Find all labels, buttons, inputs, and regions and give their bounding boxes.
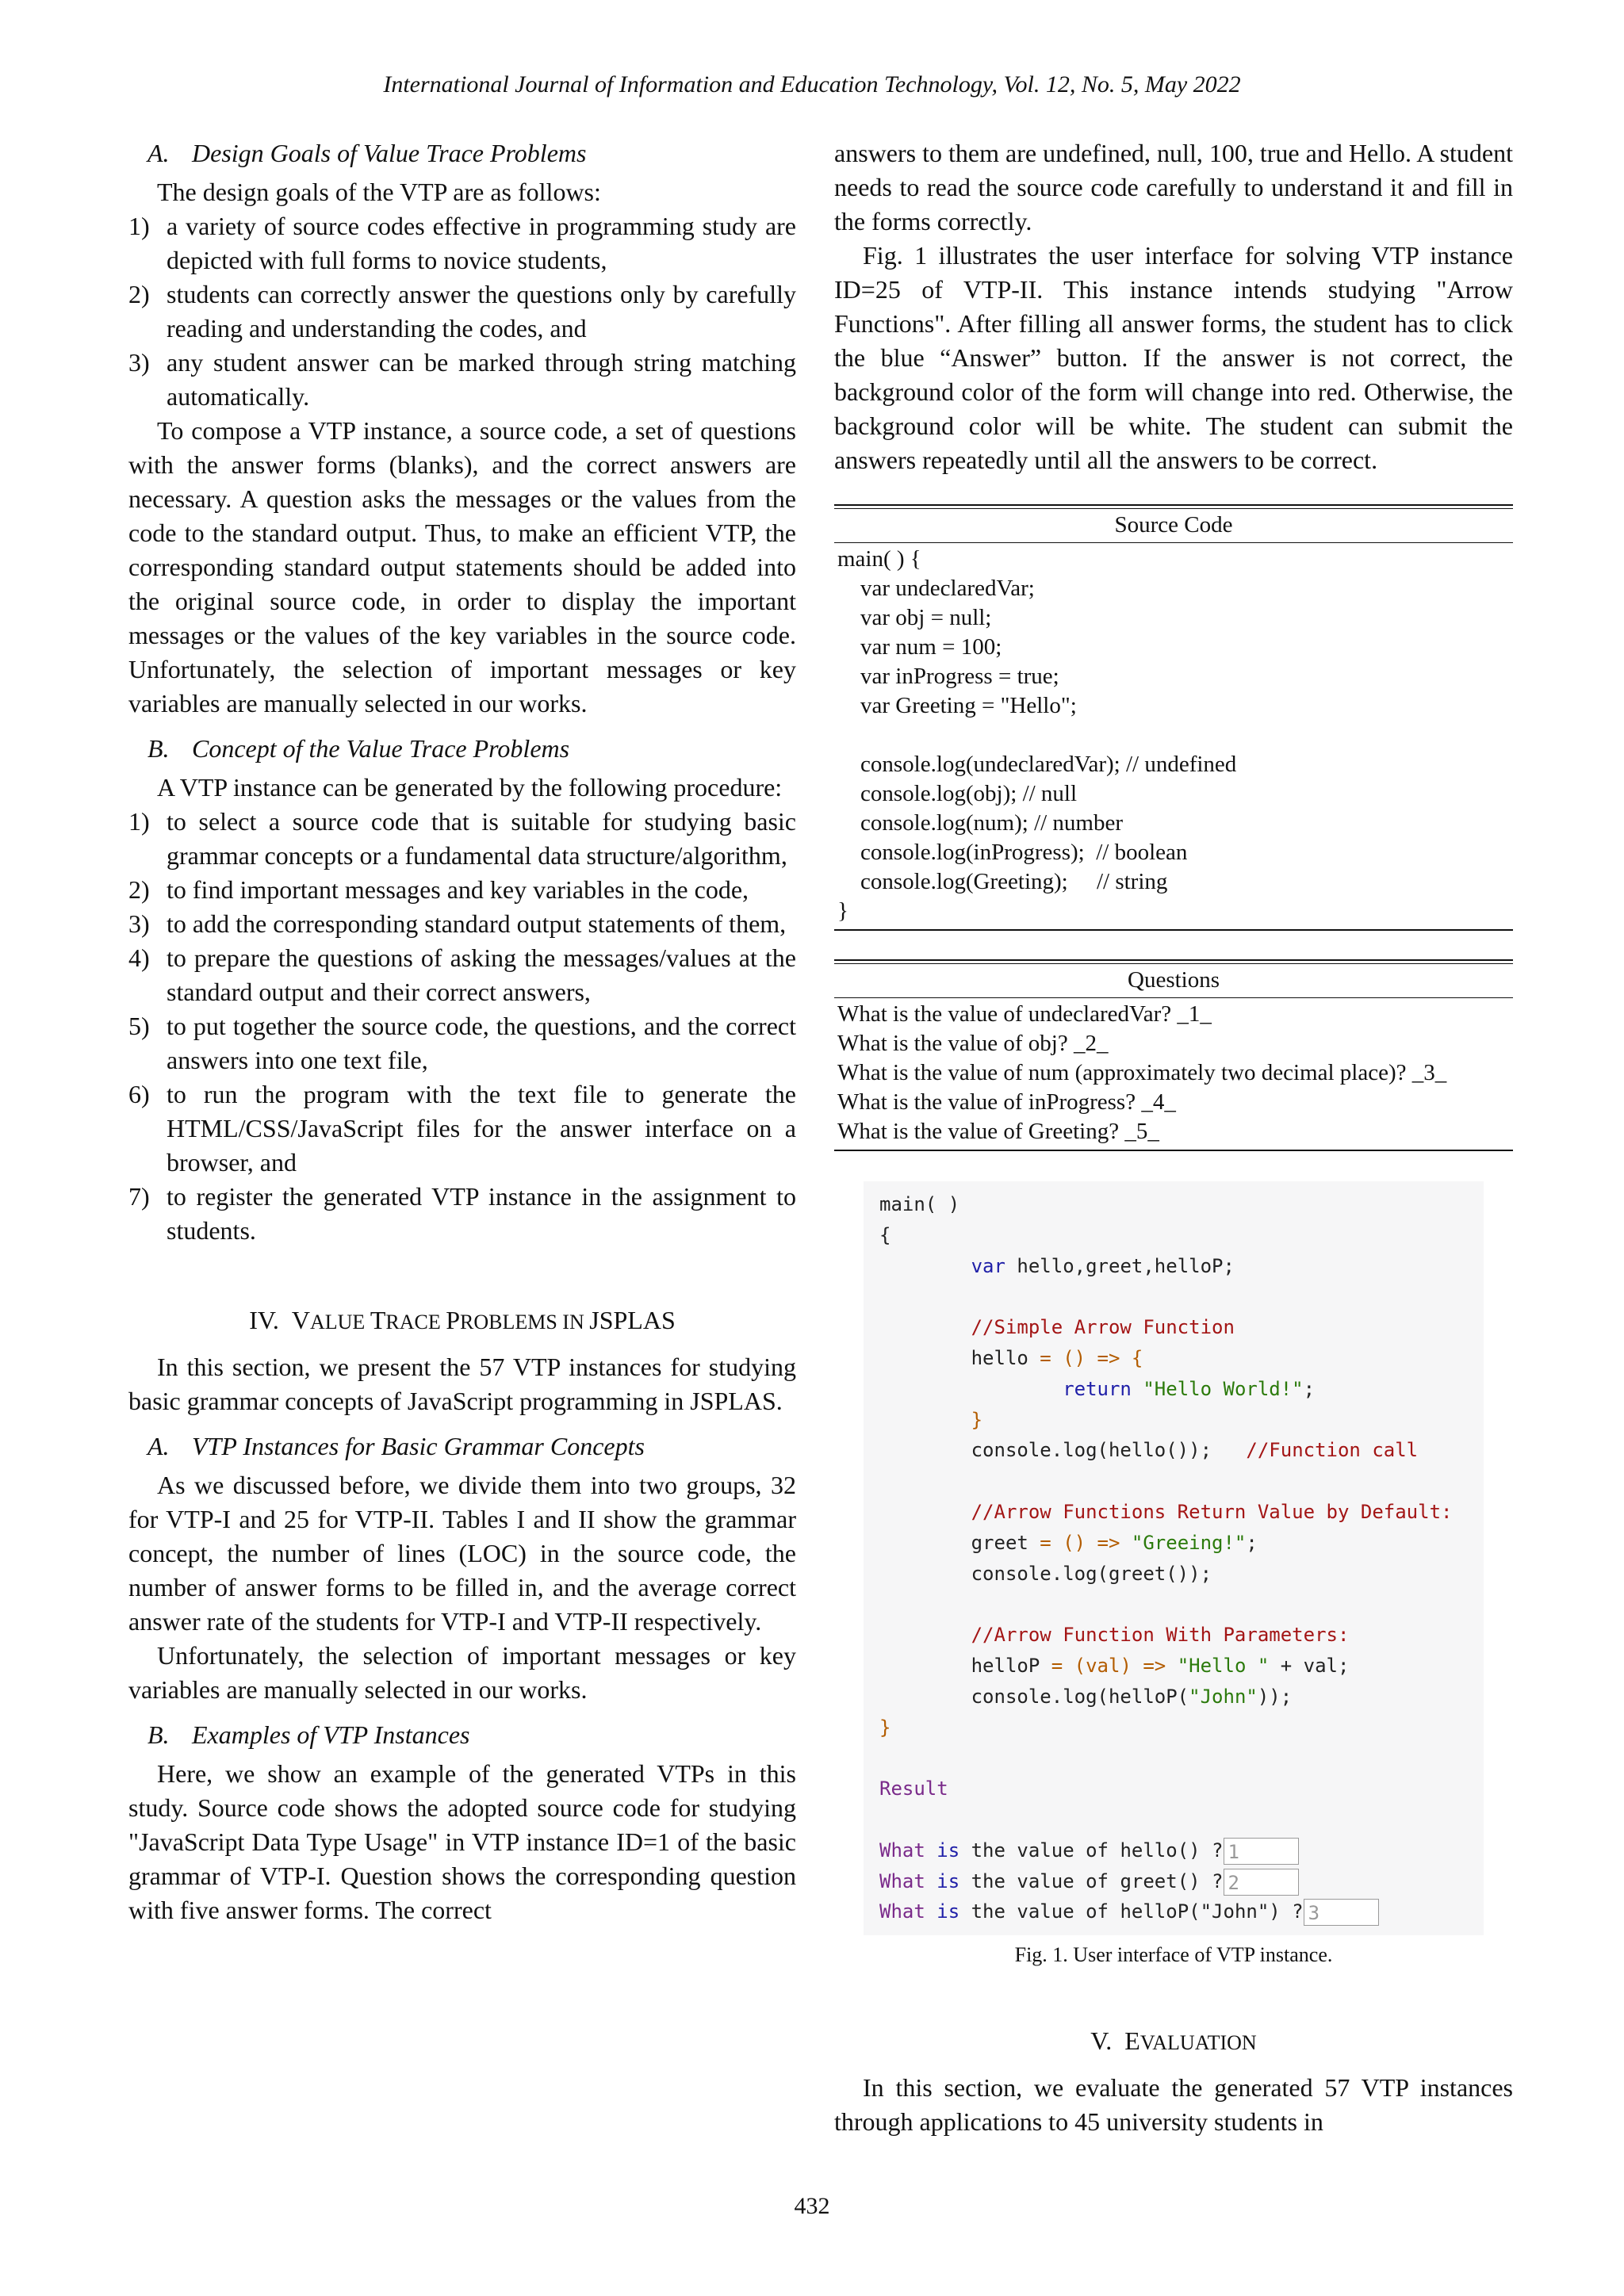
questions-table [834, 959, 1513, 1151]
list-item: 4) to prepare the questions of asking the messages/values at the standard output and their correct answers, [128, 943, 796, 1006]
code-line: console.log(Greeting); // string [837, 869, 1168, 894]
code-line: var obj = null; [837, 605, 992, 630]
section-v-heading: V. EVALUATION [1090, 2026, 1257, 2056]
list-item: 3) any student answer can be marked through string matching automatically. [128, 348, 796, 411]
list-item: 2) students can correctly answer the questions only by carefully reading and understanding the codes, and [128, 280, 796, 342]
code-line: var Greeting = "Hello"; [837, 693, 1077, 718]
section-iv-heading: IV. VALUE TRACE PROBLEMS IN JSPLAS [249, 1306, 676, 1334]
code-line: console.log(hello()); //Function call [971, 1439, 1419, 1462]
code-line: helloP = (val) => "Hello " + val; [971, 1654, 1350, 1677]
question-row: What is the value of undeclaredVar? _1_ [837, 1001, 1212, 1027]
questions-body [834, 998, 1513, 1150]
right-column [834, 136, 1513, 2139]
question-row: What is the value of obj? _2_ [837, 1031, 1109, 1056]
question-row: What is the value of inProgress? _4_ [837, 1089, 1176, 1115]
answer-input-1[interactable]: 1 [1224, 1838, 1299, 1865]
code-line: main( ) [879, 1193, 960, 1215]
blank-line [879, 1589, 1473, 1620]
list-item: 1) to select a source code that is suitable for studying basic grammar concepts or a fundamental data structure/algorithm, [128, 807, 796, 870]
running-head: International Journal of Information and Education Technology, Vol. 12, No. 5, May 2022 [383, 71, 1241, 98]
right-paragraph-2: Fig. 1 illustrates the user interface for solving VTP instance ID=25 of VTP-II. This instance intends studying "Arrow Functions". After filling all answer forms, the student has to click the blue “Answer” button. If the answer is not correct, the background color of the form will change into red. Otherwise, the background color will be white. The student can submit the answers repeatedly until all the answers to be correct. [834, 241, 1513, 474]
source-code-header: Source Code [834, 508, 1513, 543]
answer-row: What is the value of helloP("John") ? 3 [879, 1896, 1473, 1927]
list-item: 3) to add the corresponding standard output statements of them, [128, 909, 787, 938]
list-item: 5) to put together the source code, the questions, and the correct answers into one text file, [128, 1012, 796, 1074]
list-item: 1) a variety of source codes effective in programming study are depicted with full forms to novice students, [128, 212, 796, 274]
design-goals-list [128, 209, 796, 414]
section-a-paragraph: To compose a VTP instance, a source code, a set of questions with the answer forms (blanks), and the correct answers are necessary. A question asks the messages or the values from the code to the standard output. Thus, to make an efficient VTP, the corresponding standard output statements should be added into the original source code, in order to display the important messages or the values of the key variables in the source code. Unfortunately, the selection of important messages or key variables are manually selected in our works. [128, 416, 796, 718]
section-v-paragraph: In this section, we evaluate the generated 57 VTP instances through applications to 45 university students in [834, 2073, 1513, 2137]
figure-caption: Fig. 1. User interface of VTP instance. [1014, 1943, 1333, 1967]
blank-line [879, 1466, 1473, 1497]
answer-row: What is the value of hello() ? 1 [879, 1835, 1473, 1866]
section-iv-b-paragraph: Here, we show an example of the generated VTPs in this study. Source code shows the adopted source code for studying "JavaScript Data Type Usage" in VTP instance ID=1 of the basic grammar of VTP-I. Question shows the corresponding question with five answer forms. The correct [128, 1759, 796, 1924]
question-row: What is the value of num (approximately two decimal place)? _3_ [837, 1060, 1447, 1085]
section-iv-paragraph: In this section, we present the 57 VTP instances for studying basic grammar concepts of JavaScript programming in JSPLAS. [128, 1353, 796, 1415]
code-line: console.log(num); // number [837, 810, 1124, 836]
code-line: main( ) { [837, 546, 921, 572]
source-code-table [834, 504, 1513, 931]
answer-input-3[interactable]: 3 [1304, 1899, 1379, 1926]
code-line: console.log(obj); // null [837, 781, 1078, 806]
section-iv-a-paragraph-2: Unfortunately, the selection of important messages or key variables are manually selected in our works. [128, 1641, 796, 1704]
question-row: What is the value of Greeting? _5_ [837, 1119, 1159, 1144]
blank-line [879, 1804, 1473, 1835]
blank-line [879, 1743, 1473, 1774]
result-label: Result [879, 1777, 948, 1800]
answer-input-2[interactable]: 2 [1224, 1869, 1299, 1896]
right-paragraph-1: answers to them are undefined, null, 100, true and Hello. A student needs to read the source code carefully to understand it and fill in the forms correctly. [834, 139, 1513, 235]
section-b-intro: A VTP instance can be generated by the following procedure: [157, 773, 783, 802]
source-code-body [834, 543, 1513, 929]
section-iv-a-paragraph-1: As we discussed before, we divide them into two groups, 32 for VTP-I and 25 for VTP-II. Tables I and II show the grammar concept, the number of lines (LOC) in the source code, the number of answer forms to be filled in, and the average correct answer rate of the students for VTP-I and VTP-II respectively. [128, 1471, 796, 1636]
code-line: } [837, 898, 848, 924]
code-line: var undeclaredVar; [837, 576, 1035, 601]
code-line: var inProgress = true; [837, 664, 1059, 689]
questions-header: Questions [834, 963, 1513, 998]
code-line: console.log(inProgress); // boolean [837, 840, 1188, 865]
page-number: 432 [794, 2193, 830, 2219]
code-line [837, 721, 1510, 750]
vtp-ui-screenshot [864, 1181, 1484, 1935]
code-line: //Arrow Functions Return Value by Default: [971, 1500, 1453, 1523]
code-line: console.log(helloP("John")); [971, 1685, 1293, 1708]
code-line: return "Hello World!"; [1063, 1377, 1316, 1400]
section-a-intro: The design goals of the VTP are as follows: [157, 178, 601, 206]
procedure-list [128, 805, 796, 1248]
answer-row: What is the value of greet() ? 2 [879, 1866, 1473, 1897]
code-line: //Arrow Function With Parameters: [971, 1624, 1350, 1647]
blank-line [879, 1281, 1473, 1312]
section-a-heading: A. Design Goals of Value Trace Problems [147, 139, 587, 167]
section-iv-b-heading: B. Examples of VTP Instances [147, 1720, 470, 1749]
code-line: } [879, 1716, 891, 1739]
code-line: console.log(greet()); [971, 1562, 1212, 1585]
code-line: } [971, 1408, 983, 1431]
code-line: { [879, 1223, 891, 1246]
list-item: 7) to register the generated VTP instance in the assignment to students. [128, 1182, 796, 1245]
code-line: //Simple Arrow Function [971, 1316, 1235, 1339]
code-line: var hello,greet,helloP; [971, 1254, 1235, 1277]
list-item: 6) to run the program with the text file to generate the HTML/CSS/JavaScript files for the answer interface on a browser, and [128, 1080, 796, 1177]
code-line: console.log(undeclaredVar); // undefined [837, 752, 1237, 777]
section-b-heading: B. Concept of the Value Trace Problems [147, 734, 570, 763]
list-item: 2) to find important messages and key variables in the code, [128, 875, 749, 904]
section-iv-a-heading: A. VTP Instances for Basic Grammar Concepts [147, 1432, 645, 1460]
left-column [128, 136, 796, 1927]
code-line: greet = () => "Greeing!"; [971, 1531, 1258, 1554]
code-line: var num = 100; [837, 634, 1002, 660]
code-line: hello = () => { [971, 1346, 1143, 1369]
